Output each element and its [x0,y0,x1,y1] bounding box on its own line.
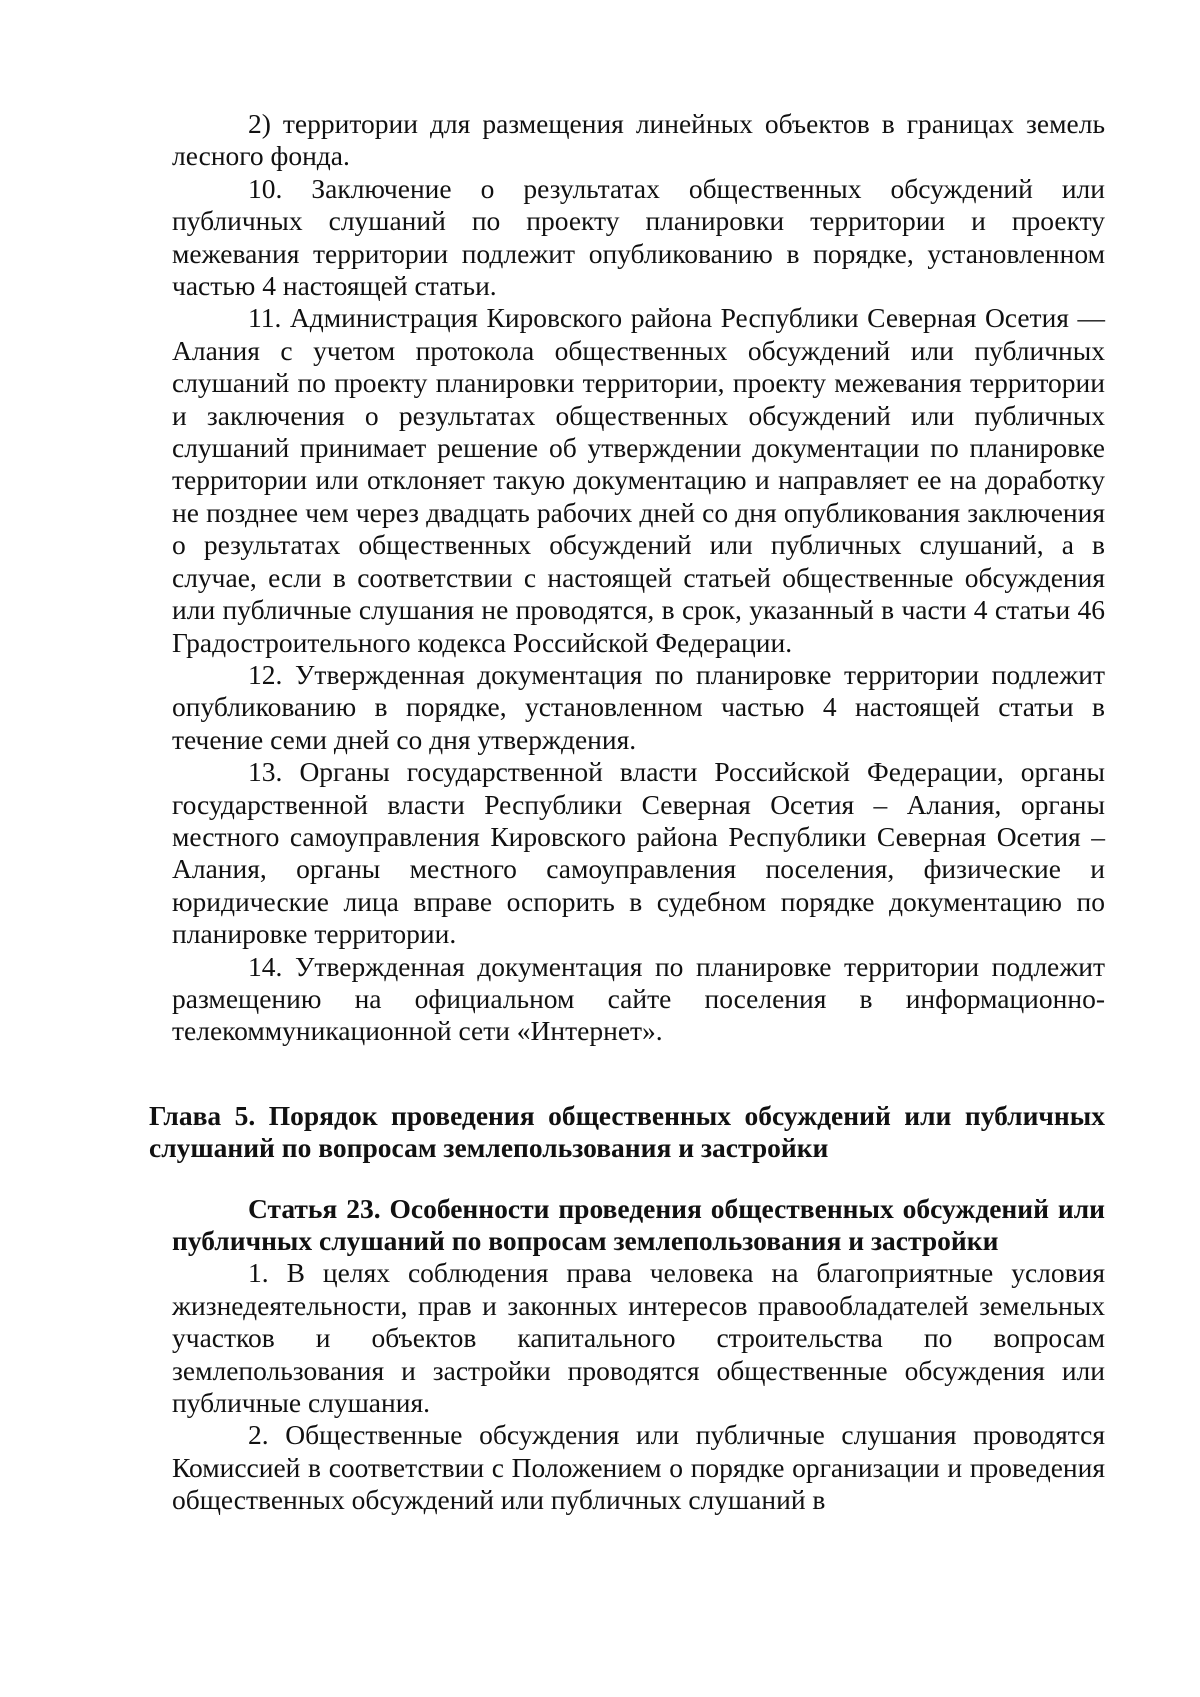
document-page [149,108,1105,1517]
paragraph-item-12: 12. Утвержденная документация по планировке территории подлежит опубликованию в порядке, установленном частью 4 настоящей статьи в течение семи дней со дня утверждения. [172,658,1105,755]
paragraph-item-13: 13. Органы государственной власти Российской Федерации, органы государственной власти Республики Северная Осетия – Алания, органы местного самоуправления Кировского района Республики Северная Осетия – Алания, органы местного самоуправления поселения, физические и юридические лица вправе оспорить в судебном порядке документацию по планировке территории. [172,756,1105,950]
chapter-heading: Глава 5. Порядок проведения общественных обсуждений или публичных слушаний по вопросам землепользования и застройки [149,1099,1105,1164]
article-heading: Статья 23. Особенности проведения общественных обсуждений или публичных слушаний по вопросам землепользования и застройки [172,1192,1105,1256]
article-paragraph-1: 1. В целях соблюдения права человека на благоприятные условия жизнедеятельности, прав и законных интересов правообладателей земельных участков и объектов капитального строительства по вопросам землепользования и застройки проводятся общественные обсуждения или публичные слушания. [172,1257,1105,1419]
paragraph-item-10: 10. Заключение о результатах общественных обсуждений или публичных слушаний по проекту планировки территории и проекту межевания территории подлежит опубликованию в порядке, установленном частью 4 настоящей статьи. [172,172,1105,302]
paragraph-item-14: 14. Утвержденная документация по планировке территории подлежит размещению на официальном сайте поселения в информационно-телекоммуникационной сети «Интернет». [172,950,1105,1047]
article-paragraph-2: 2. Общественные обсуждения или публичные слушания проводятся Комиссией в соответствии с Положением о порядке организации и проведения общественных обсуждений или публичных слушаний в [172,1419,1105,1516]
paragraph-item-11: 11. Администрация Кировского района Республики Северная Осетия — Алания с учетом протокола общественных обсуждений или публичных слушаний по проекту планировки территории, проекту межевания территории и заключения о результатах общественных обсуждений или публичных слушаний принимает решение об утверждении документации по планировке территории или отклоняет такую документацию и направляет ее на доработку не позднее чем через двадцать рабочих дней со дня опубликования заключения о результатах общественных обсуждений или публичных слушаний, а в случае, если в соответствии с настоящей статьей общественные обсуждения или публичные слушания не проводятся, в срок, указанный в части 4 статьи 46 Градостроительного кодекса Российской Федерации. [172,302,1105,658]
paragraph-item-2: 2) территории для размещения линейных объектов в границах земель лесного фонда. [172,108,1105,172]
